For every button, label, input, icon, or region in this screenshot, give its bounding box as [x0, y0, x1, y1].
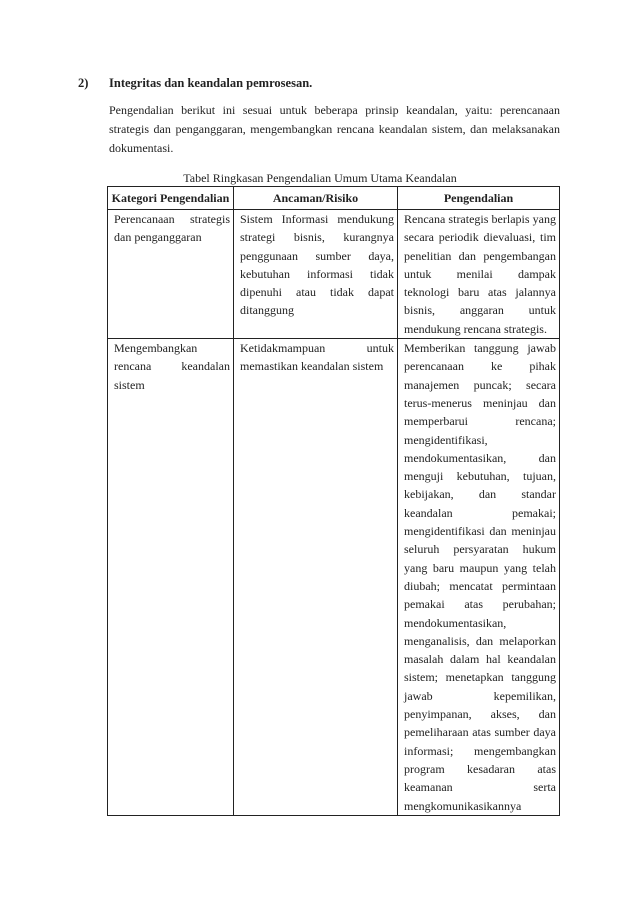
intro-paragraph: Pengendalian berikut ini sesuai untuk beberapa prinsip keandalan, yaitu: perencanaan strategis dan penganggaran, mengembangkan rencana keandalan sistem, dan melaksanakan dokumentasi. [109, 103, 560, 155]
table-row [108, 210, 560, 339]
section-heading [78, 76, 312, 91]
cell-control: Rencana strategis berlapis yang secara periodik dievaluasi, tim penelitian dan pengembangan untuk menilai dampak teknologi baru atas jalannya bisnis, anggaran untuk mendukung rencana strategis. [398, 210, 560, 339]
section-title: Integritas dan keandalan pemrosesan. [109, 76, 313, 90]
header-control: Pengendalian [398, 187, 560, 210]
cell-threat: Ketidakmampuan untuk memastikan keandalan sistem [234, 339, 398, 816]
table-header-row [108, 187, 560, 210]
cell-category: Perencanaan strategis dan penganggaran [108, 210, 234, 339]
header-category: Kategori Pengendalian [108, 187, 234, 210]
table-row [108, 339, 560, 816]
table-caption: Tabel Ringkasan Pengendalian Umum Utama Keandalan [183, 171, 457, 185]
header-threat: Ancaman/Risiko [234, 187, 398, 210]
section-number: 2) [78, 76, 89, 90]
cell-threat: Sistem Informasi mendukung strategi bisnis, kurangnya penggunaan sumber daya, kebutuhan informasi tidak dipenuhi atau tidak dapat ditanggung [234, 210, 398, 339]
cell-control: Memberikan tanggung jawab perencanaan ke pihak manajemen puncak; secara terus-menerus meninjau dan memperbarui rencana; mengidentifikasi, mendokumentasikan, dan menguji kebutuhan, tujuan, kebijakan, dan standar keandalan pemakai; mengidentifikasi dan meninjau seluruh persyaratan hukum yang baru maupun yang telah diubah; mencatat permintaan pemakai atas perubahan; mendokumentasikan, menganalisis, dan melaporkan masalah dalam hal keandalan sistem; menetapkan tanggung jawab kepemilikan, penyimpanan, akses, dan pemeliharaan atas sumber daya informasi; mengembangkan program kesadaran atas keamanan serta mengkomunikasikannya [398, 339, 560, 816]
cell-category: Mengembangkan rencana keandalan sistem [108, 339, 234, 816]
controls-table [107, 186, 560, 816]
